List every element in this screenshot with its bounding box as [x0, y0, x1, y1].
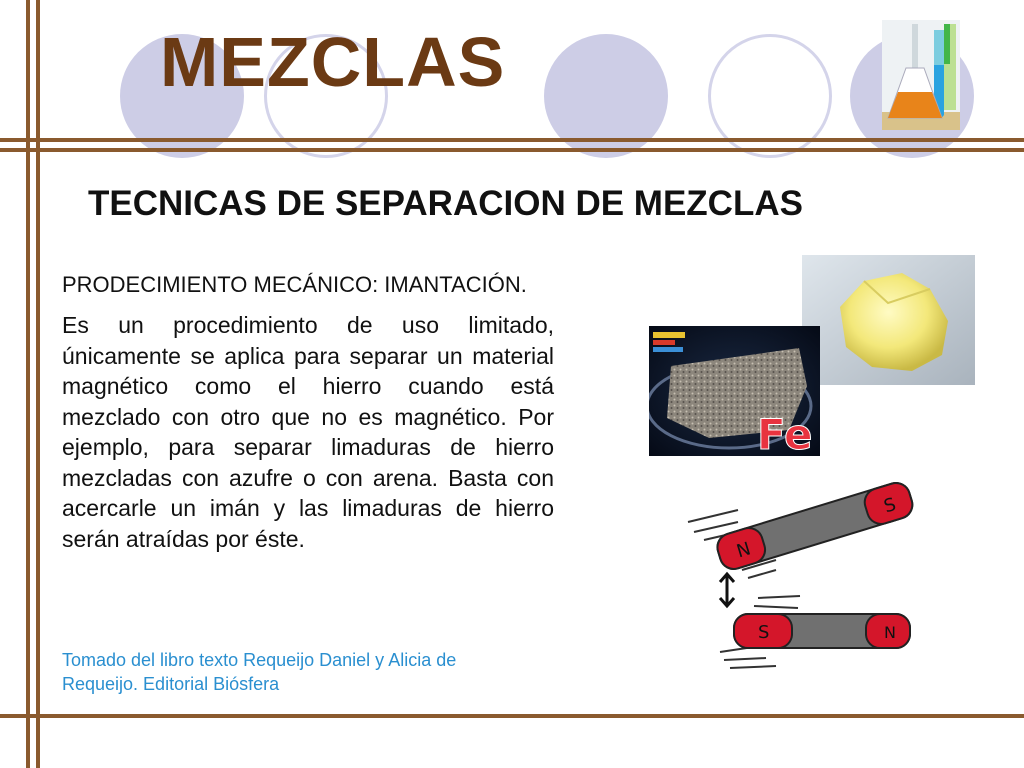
- frame-left-line-1: [26, 0, 30, 768]
- frame-top-line-1: [0, 138, 1024, 142]
- section-heading: PRODECIMIENTO MECÁNICO: IMANTACIÓN.: [62, 272, 527, 297]
- body-text: Es un procedimiento de uso limitado, únicamente se aplica para separar un material magnético como el hierro cuando está mezclado con otro que no es magnético. Por ejemplo, para separar limaduras de hierro mezcladas con azufre o con arena. Basta con acercarle un imán y las limaduras de hierro serán atraídas por éste.: [62, 312, 554, 552]
- frame-bottom-line: [0, 714, 1024, 718]
- magnet-bottom-s-label: S: [758, 622, 770, 643]
- iron-symbol-label: Fe: [757, 410, 813, 459]
- frame-left-line-2: [36, 0, 40, 768]
- slide-title: MEZCLAS: [160, 23, 506, 101]
- lab-flasks-image: [882, 20, 960, 130]
- magnet-top-n-label: N: [734, 538, 754, 563]
- sulfur-image: [802, 255, 975, 385]
- source-credit: Tomado del libro texto Requeijo Daniel y Alicia de Requeijo. Editorial Biósfera: [62, 650, 457, 694]
- slide-subtitle: TECNICAS DE SEPARACION DE MEZCLAS: [88, 184, 803, 223]
- magnet-top-s-label: S: [881, 493, 899, 518]
- frame-top-line-2: [0, 148, 1024, 152]
- magnet-bottom-n-label: N: [884, 623, 896, 642]
- magnets-illustration: [680, 478, 916, 674]
